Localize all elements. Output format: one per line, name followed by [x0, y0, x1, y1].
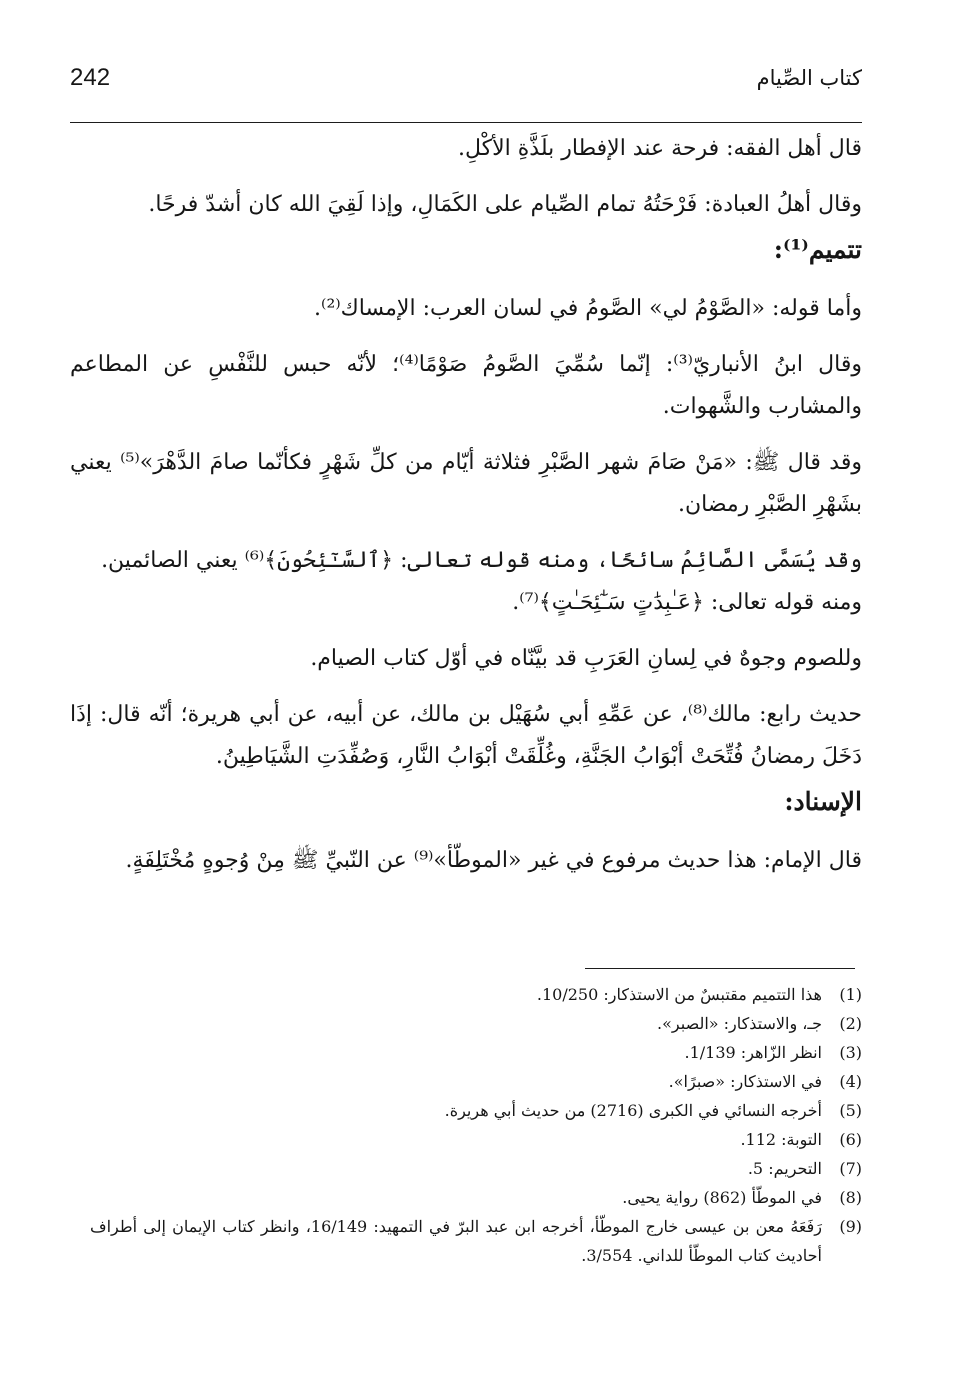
paragraph-fiqh: قال أهل الفقه: فرحة عند الإفطار بلَذَّةِ الأكْلِ.: [458, 136, 862, 161]
header-rule: [70, 122, 862, 123]
footnote-item: [90, 1067, 862, 1096]
footnote-item: [90, 980, 862, 1009]
paragraph-saih: وقد يُسَمَّى الصَّائِمُ سائحًا، ومنه قوله تعالى: ﴿ٱلسَّـٰٓئِحُونَ﴾⁽⁶⁾ يعني الصائمين.: [101, 548, 862, 573]
paragraph-hadith-rabi: حديث رابع: مالك⁽⁸⁾، عن عَمِّهِ أبي سُهَيْل بن مالك، عن أبيه، عن أبي هريرة؛ أنّه قال: إذَا دَخَلَ رمضانُ فُتِّحَتْ أبْوَابُ الجَنَّةِ، وغُلِّقَتْ أبْوَابُ النَّارِ، وَصُفِّدَتِ الشَّيَاطِينُ.: [70, 702, 862, 769]
footnote-number: (9): [839, 1217, 862, 1236]
footnote-rule: [585, 968, 855, 969]
footnote-text: أخرجه النسائي في الكبرى (2716) من حديث أبي هريرة.: [444, 1101, 822, 1120]
footnote-number: (7): [839, 1159, 862, 1178]
heading-tatmim: تتميم⁽¹⁾:: [773, 235, 862, 264]
footnote-text: التوبة: 112.: [740, 1130, 822, 1149]
footnote-text: انظر الزّاهر: 1/139.: [684, 1043, 822, 1062]
footnote-number: (3): [839, 1043, 862, 1062]
page-header: [70, 58, 862, 120]
footnote-item: [90, 1038, 862, 1067]
footnote-item: [90, 1183, 862, 1212]
footnote-number: (2): [839, 1014, 862, 1033]
footnote-item: [90, 1212, 862, 1270]
footnote-item: [90, 1009, 862, 1038]
footnote-number: (6): [839, 1130, 862, 1149]
paragraph-saihat: ومنه قوله تعالى: ﴿عَـٰبِدَٰتٍ سَـٰٓئِحَـٰتٍ﴾⁽⁷⁾.: [512, 590, 862, 615]
footnote-item: [90, 1096, 862, 1125]
footnote-text: رَفَعَهُ معن بن عيسى خارج الموطّأ، أخرجه ابن عبد البرّ في التمهيد: 16/149، وانظر كتاب الإيمان إلى أطراف أحاديث كتاب الموطّأ للداني. 3/554.: [90, 1217, 822, 1265]
footnote-number: (4): [839, 1072, 862, 1091]
footnote-text: في الاستذكار: «صبرًا».: [668, 1072, 822, 1091]
footnote-text: في الموطّأ (862) رواية يحيى.: [622, 1188, 822, 1207]
paragraph-wujuh: وللصوم وجوهٌ في لِسانِ العَرَبِ قد بيَّنّاه في أوّل كتاب الصيام.: [310, 646, 862, 671]
running-title: كتاب الصِّيام: [756, 66, 862, 90]
paragraph-anbari: وقال ابنُ الأنباريّ⁽³⁾: إنّما سُمِّيَ الصَّومُ صَوْمًا⁽⁴⁾؛ لأنّه حبس للنَّفْسِ عن المطاعم والمشارب والشَّهوات.: [70, 352, 862, 419]
footnote-text: التحريم: 5.: [747, 1159, 822, 1178]
paragraph-imam: قال الإمام: هذا حديث مرفوع في غير «الموطّأ»⁽⁹⁾ عن النّبيِّ ﷺ مِنْ وُجوهٍ مُخْتَلِفَةٍ.: [125, 848, 862, 873]
footnote-number: (5): [839, 1101, 862, 1120]
paragraph-shahr-sabr: وقد قال ﷺ: «مَنْ صَامَ شهر الصَّبْرِ فثلاثة أيّام من كلِّ شَهْرٍ فكأنّما صامَ الدَّهْرَ»⁽⁵⁾ يعني بشَهْرِ الصَّبْرِ رمضان.: [70, 450, 862, 517]
footnote-item: [90, 1154, 862, 1183]
footnote-text: جـ، والاستذكار: «الصبر».: [657, 1014, 822, 1033]
footnote-number: (8): [839, 1188, 862, 1207]
footnote-text: هذا التتميم مقتبسٌ من الاستذكار: 10/250.: [536, 985, 822, 1004]
footnote-number: (1): [839, 985, 862, 1004]
paragraph-ibada: وقال أهلُ العبادة: فَرْحَتُهُ تمام الصِّيام على الكَمَالِ، وإذا لَقِيَ الله كان أشدّ فرحًا.: [148, 192, 862, 217]
heading-isnad: الإسناد:: [784, 787, 862, 816]
footnote-item: [90, 1125, 862, 1154]
page-number: 242: [70, 64, 111, 91]
main-text: [70, 128, 862, 882]
footnotes: [90, 980, 862, 1270]
paragraph-sawm-li: وأما قوله: «الصَّوْمُ لي» الصَّومُ في لسان العرب: الإمساك⁽²⁾.: [314, 296, 862, 321]
